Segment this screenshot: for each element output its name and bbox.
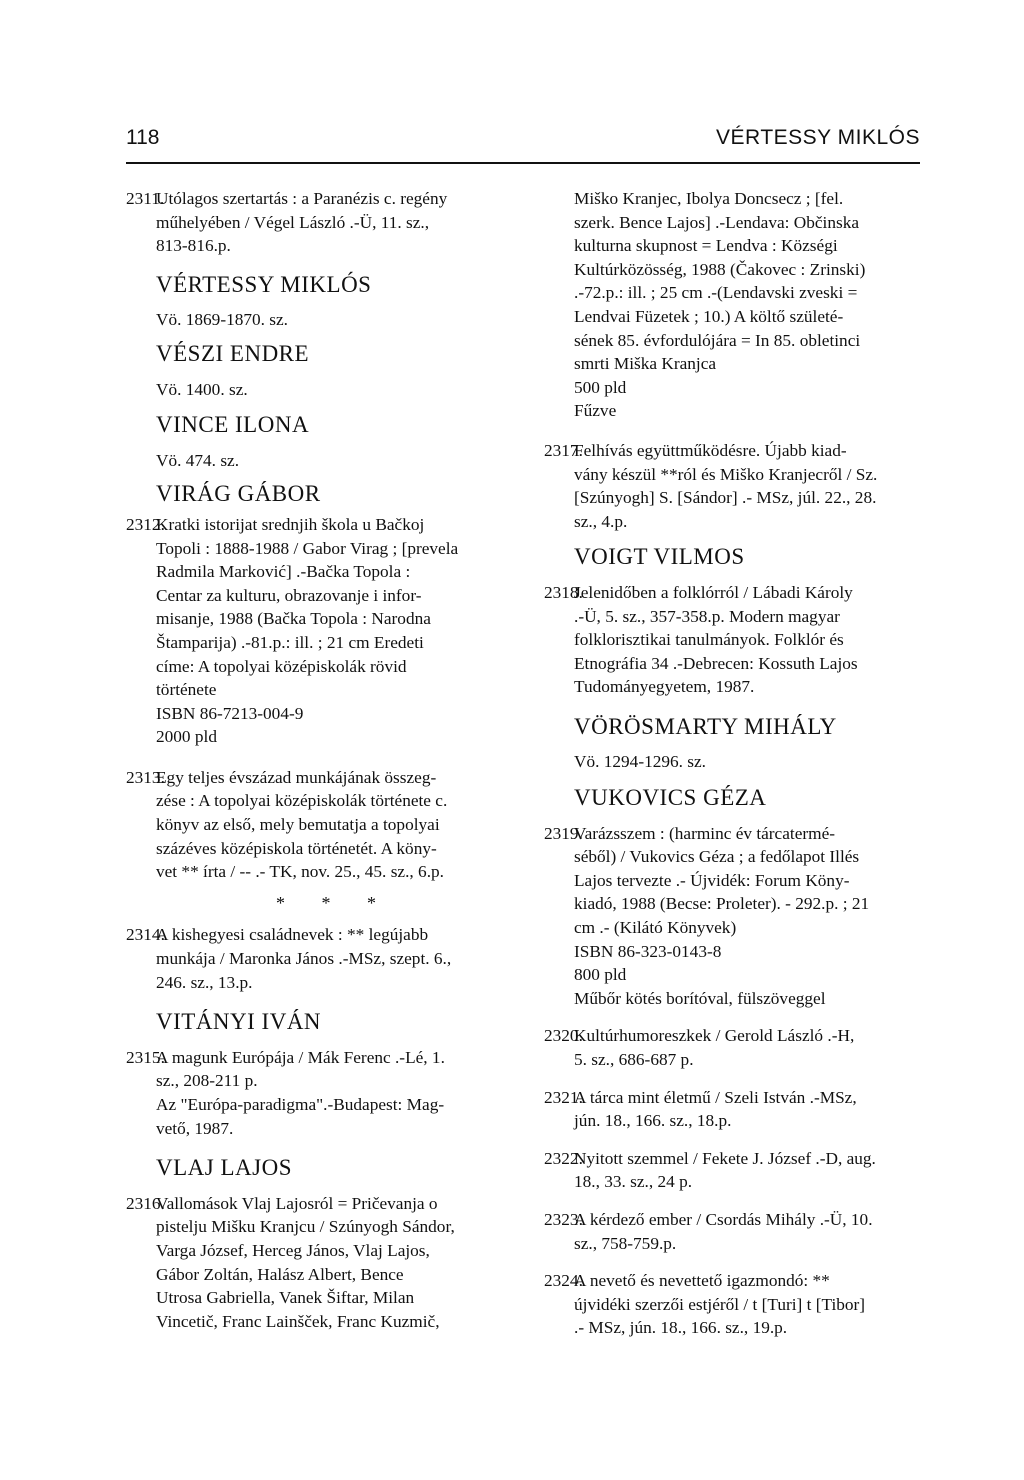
entry-2321 bbox=[544, 1086, 919, 1133]
entry-line: jún. 18., 166. sz., 18.p. bbox=[574, 1111, 732, 1131]
entry-line: Miško Kranjec, Ibolya Doncsecz ; [fel. bbox=[574, 189, 844, 208]
author-heading: VINCE ILONA bbox=[156, 412, 310, 438]
author-heading: VIRÁG GÁBOR bbox=[156, 481, 321, 507]
entry-line: .- MSz, jún. 18., 166. sz., 19.p. bbox=[574, 1318, 788, 1338]
entry-line: Lajos tervezte .- Újvidék: Forum Köny- bbox=[574, 870, 850, 890]
entry-line: munkája / Maronka János .-MSz, szept. 6., bbox=[156, 949, 452, 969]
entry-2322 bbox=[544, 1147, 919, 1194]
entry-number: 2324. bbox=[544, 1271, 583, 1291]
entry-line: vány készül **ról és Miško Kranjecről / Sz. bbox=[574, 464, 878, 484]
running-title: VÉRTESSY MIKLÓS bbox=[716, 126, 920, 149]
entry-line: Felhívás együttműködésre. Újabb kiad- bbox=[574, 440, 847, 460]
entry-line: Gábor Zoltán, Halász Albert, Bence bbox=[156, 1264, 404, 1284]
entry-line: könyv az első, mely bemutatja a topolyai bbox=[156, 815, 440, 835]
entry-line: Az "Európa-paradigma".-Budapest: Mag- bbox=[156, 1095, 445, 1114]
entry-line: smrti Miška Kranjca bbox=[574, 354, 717, 374]
entry-line: sz., 758-759.p. bbox=[574, 1233, 677, 1253]
entry-number: 2321. bbox=[544, 1087, 583, 1107]
entry-line: vető, 1987. bbox=[156, 1118, 234, 1138]
entry-line: története bbox=[156, 680, 217, 700]
entry-number: 2316. bbox=[126, 1193, 165, 1213]
entry-line: Varázsszem : (harminc év tárcatermé- bbox=[574, 823, 835, 843]
entry-2315 bbox=[126, 1046, 501, 1140]
entry-2320 bbox=[544, 1024, 919, 1071]
entry-2324 bbox=[544, 1269, 919, 1340]
cross-reference: Vö. 1400. sz. bbox=[156, 379, 248, 399]
entry-number: 2322. bbox=[544, 1148, 583, 1168]
entry-line: .-72.p.: ill. ; 25 cm .-(Lendavski zveski = bbox=[574, 283, 858, 303]
entry-line: zése : A topolyai középiskolák története c. bbox=[156, 791, 448, 811]
entry-number: 2311. bbox=[126, 189, 165, 208]
entry-line: .-Ü, 5. sz., 357-358.p. Modern magyar bbox=[574, 606, 840, 626]
entry-line: Fűzve bbox=[574, 401, 617, 421]
entry-2323 bbox=[544, 1208, 919, 1255]
entry-line: Štamparija) .-81.p.: ill. ; 21 cm Eredeti bbox=[156, 632, 424, 652]
entry-line: 5. sz., 686-687 p. bbox=[574, 1050, 694, 1069]
entry-line: kiadó, 1988 (Becse: Proleter). - 292.p. ; 21 bbox=[574, 894, 870, 914]
entry-2316 bbox=[126, 1192, 501, 1334]
entry-2312 bbox=[126, 513, 501, 749]
entry-line: A tárca mint életmű / Szeli István .-MSz, bbox=[574, 1087, 857, 1107]
entry-line: Kultúrközösség, 1988 (Čakovec : Zrinski) bbox=[574, 259, 866, 279]
entry-line: Topoli : 1888-1988 / Gabor Virag ; [prevela bbox=[156, 538, 459, 558]
right-column bbox=[544, 187, 919, 1340]
entry-line: 800 pld bbox=[574, 965, 627, 985]
cross-reference: Vö. 1869-1870. sz. bbox=[156, 310, 288, 330]
author-heading: VOIGT VILMOS bbox=[574, 544, 745, 570]
entry-2317 bbox=[544, 439, 919, 533]
cross-reference: Vö. 1294-1296. sz. bbox=[574, 752, 706, 772]
entry-number: 2317. bbox=[544, 440, 583, 460]
entry-line: misanje, 1988 (Bačka Topola : Narodna bbox=[156, 609, 431, 629]
entry-number: 2312. bbox=[126, 514, 165, 534]
entry-line: sz., 208-211 p. bbox=[156, 1071, 258, 1091]
entry-number: 2313. bbox=[126, 767, 165, 787]
entry-line: Utólagos szertartás : a Paranézis c. regény bbox=[156, 189, 448, 208]
entry-line: Tudományegyetem, 1987. bbox=[574, 677, 755, 697]
entry-line: A kérdező ember / Csordás Mihály .-Ü, 10. bbox=[574, 1209, 873, 1229]
entry-line: Egy teljes évszázad munkájának összeg- bbox=[156, 767, 437, 787]
section-divider-stars: * * * bbox=[276, 892, 392, 913]
entry-line: ISBN 86-7213-004-9 bbox=[156, 703, 304, 723]
entry-2319 bbox=[544, 822, 919, 1011]
entry-line: A nevető és nevettető igazmondó: ** bbox=[574, 1271, 830, 1291]
entry-line: Jelenidőben a folklórról / Lábadi Károly bbox=[574, 582, 853, 602]
entry-line: pistelju Mišku Kranjcu / Szúnyogh Sándor, bbox=[156, 1217, 455, 1237]
entry-number: 2314. bbox=[126, 925, 165, 945]
entry-line: sének 85. évfordulójára = In 85. obletinci bbox=[574, 330, 861, 350]
entry-line: folklorisztikai tanulmányok. Folklór és bbox=[574, 630, 844, 650]
entry-line: Nyitott szemmel / Fekete J. József .-D, aug. bbox=[574, 1148, 876, 1168]
author-heading: VÉSZI ENDRE bbox=[156, 340, 310, 366]
entry-number: 2323. bbox=[544, 1209, 583, 1229]
entry-line: szerk. Bence Lajos] .-Lendava: Občinska bbox=[574, 212, 860, 232]
entry-number: 2318. bbox=[544, 582, 583, 602]
entry-line: ISBN 86-323-0143-8 bbox=[574, 941, 722, 961]
entry-number: 2319. bbox=[544, 823, 583, 843]
entry-line: Etnográfia 34 .-Debrecen: Kossuth Lajos bbox=[574, 653, 858, 673]
entry-line: Kratki istorijat srednjih škola u Bačkoj bbox=[156, 514, 425, 534]
entry-line: 2000 pld bbox=[156, 727, 217, 747]
author-heading: VLAJ LAJOS bbox=[156, 1155, 292, 1181]
entry-line: Utrosa Gabriella, Vanek Šiftar, Milan bbox=[156, 1288, 415, 1308]
entry-line: [Szúnyogh] S. [Sándor] .- MSz, júl. 22., 28. bbox=[574, 488, 877, 508]
entry-line: százéves középiskola történetét. A köny- bbox=[156, 838, 437, 858]
entry-2314 bbox=[126, 923, 501, 994]
author-heading: VITÁNYI IVÁN bbox=[156, 1009, 322, 1035]
entry-line: 246. sz., 13.p. bbox=[156, 972, 253, 992]
entry-line: 18., 33. sz., 24 p. bbox=[574, 1172, 693, 1192]
entry-2311 bbox=[126, 187, 501, 258]
entry-line: 813-816.p. bbox=[156, 236, 231, 256]
entry-line: séből) / Vukovics Géza ; a fedőlapot Illés bbox=[574, 847, 860, 867]
entry-line: újvidéki szerzői estjéről / t [Turi] t [Tibor] bbox=[574, 1294, 866, 1314]
entry-line: kulturna skupnost = Lendva : Községi bbox=[574, 236, 838, 256]
entry-line: műhelyében / Végel László .-Ü, 11. sz., bbox=[156, 212, 430, 232]
entry-line: Varga József, Herceg János, Vlaj Lajos, bbox=[156, 1240, 430, 1260]
entry-line: Kultúrhumoreszkek / Gerold László .-H, bbox=[574, 1026, 855, 1046]
entry-line: Vallomások Vlaj Lajosról = Pričevanja o bbox=[156, 1193, 438, 1213]
entry-line: sz., 4.p. bbox=[574, 511, 628, 531]
entry-2313 bbox=[126, 766, 501, 884]
author-heading: VÖRÖSMARTY MIHÁLY bbox=[574, 713, 837, 739]
page-number: 118 bbox=[126, 126, 160, 149]
entry-2318 bbox=[544, 581, 919, 699]
entry-line: Műbőr kötés borítóval, fülszöveggel bbox=[574, 988, 826, 1008]
entry-line: címe: A topolyai középiskolák rövid bbox=[156, 656, 407, 676]
entry-line: Lendvai Füzetek ; 10.) A költő születé- bbox=[574, 306, 844, 326]
entry-line: cm .- (Kilátó Könyvek) bbox=[574, 918, 737, 938]
entry-line: Vincetič, Franc Lainšček, Franc Kuzmič, bbox=[156, 1311, 440, 1331]
entry-2316-continued bbox=[544, 187, 919, 423]
entry-line: vet ** írta / -- .- TK, nov. 25., 45. sz., 6.p. bbox=[156, 862, 444, 882]
entry-number: 2320. bbox=[544, 1026, 583, 1046]
entry-line: Centar za kulturu, obrazovanje i infor- bbox=[156, 585, 422, 605]
entry-line: A magunk Európája / Mák Ferenc .-Lé, 1. bbox=[156, 1047, 445, 1067]
entry-number: 2315. bbox=[126, 1047, 165, 1067]
entry-line: 500 pld bbox=[574, 377, 627, 397]
entry-line: Radmila Marković] .-Bačka Topola : bbox=[156, 562, 411, 582]
page-header bbox=[126, 126, 920, 164]
entry-line: A kishegyesi családnevek : ** legújabb bbox=[156, 925, 429, 945]
cross-reference: Vö. 474. sz. bbox=[156, 450, 240, 470]
author-heading: VÉRTESSY MIKLÓS bbox=[156, 271, 372, 297]
author-heading: VUKOVICS GÉZA bbox=[574, 785, 767, 811]
left-column bbox=[126, 187, 501, 1333]
